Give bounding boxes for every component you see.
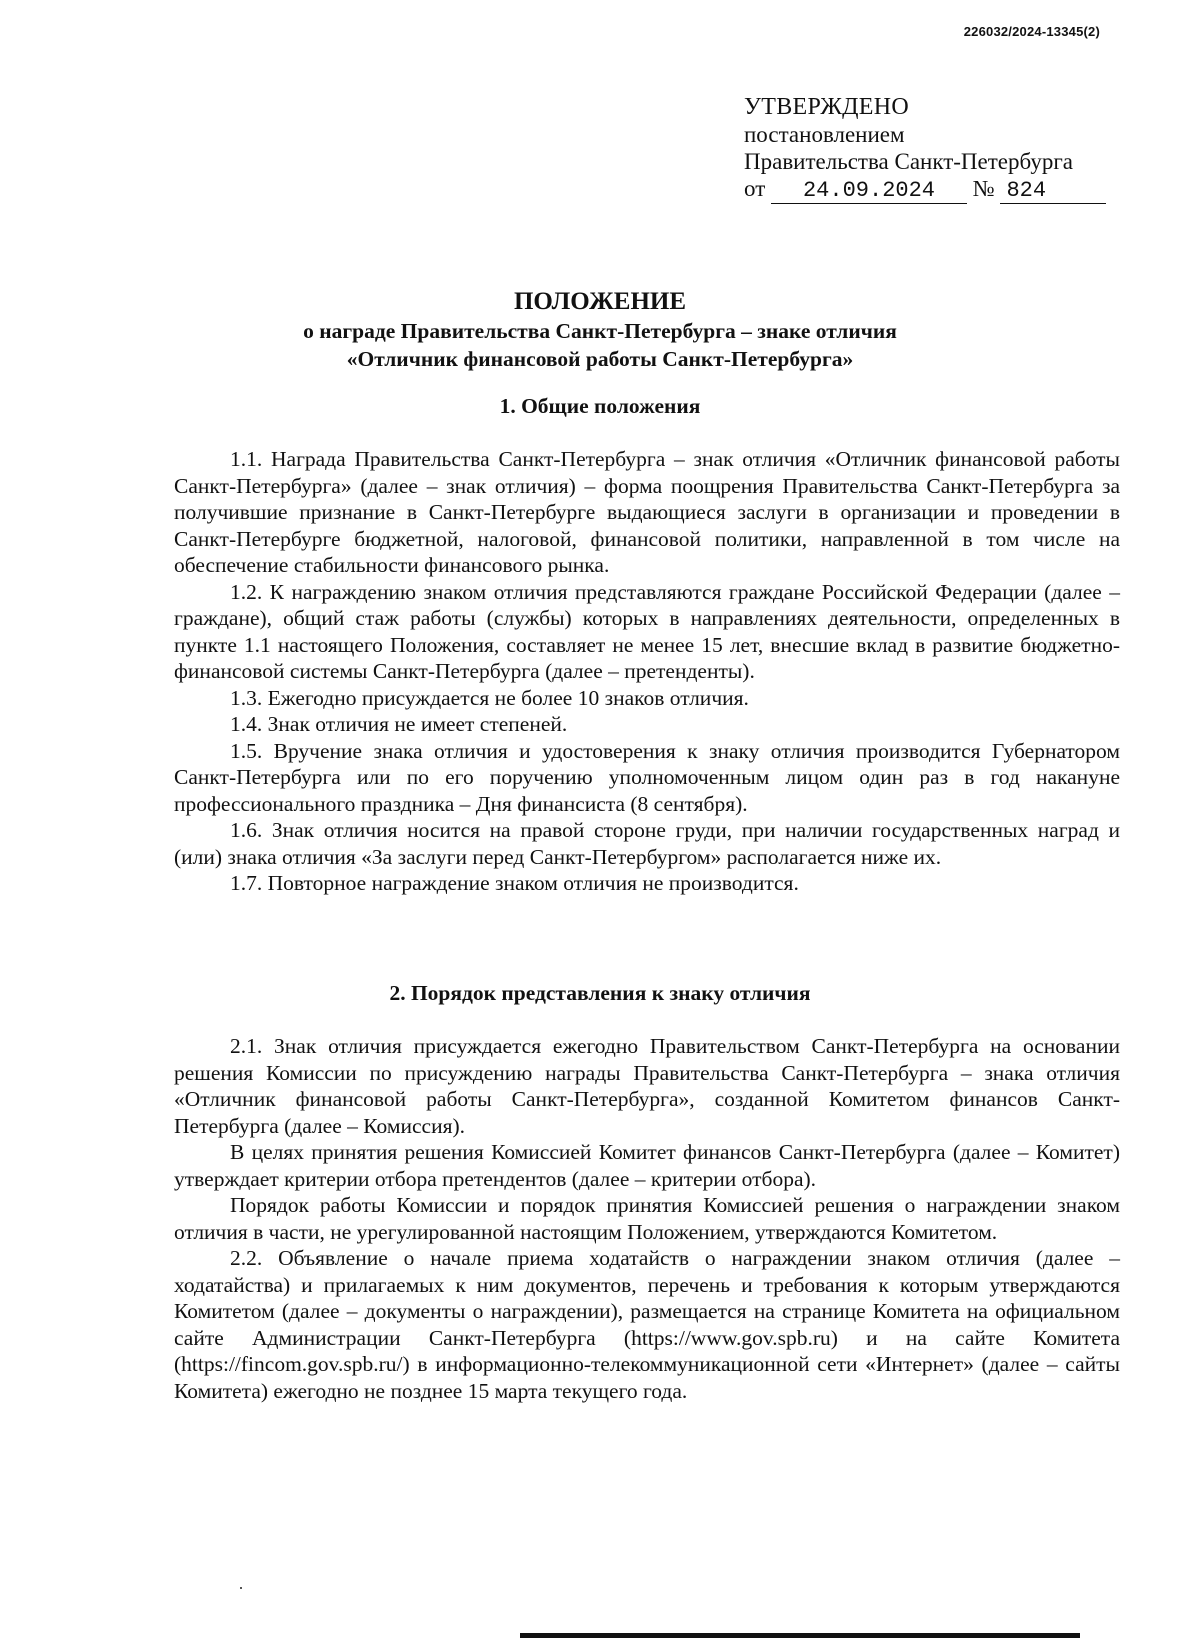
paragraph-1-1: 1.1. Награда Правительства Санкт-Петербурга – знак отличия «Отличник финансовой работы Санкт-Петербурга» (далее – знак отличия) – форма поощрения Правительства Санкт-Петербурга за получившие признание в Санкт-Петербурге выдающиеся заслуги в организации и проведении в Санкт-Петербурге бюджетной, налоговой, финансовой политики, направленной в том числе на обеспечение стабильности финансового рынка.: [174, 447, 1120, 577]
approval-date: 24.09.2024: [771, 179, 967, 204]
paragraph-1-4: 1.4. Знак отличия не имеет степеней.: [230, 712, 568, 736]
approval-number-label: №: [972, 176, 995, 201]
scan-bottom-edge: [520, 1633, 1080, 1638]
approval-line-resolution: постановлением: [744, 122, 905, 147]
paragraph-1-7: 1.7. Повторное награждение знаком отличия не производится.: [230, 871, 799, 895]
approval-date-number-line: [744, 175, 1104, 204]
title-line-1: ПОЛОЖЕНИЕ: [513, 288, 687, 315]
paragraph-2-1: 2.1. Знак отличия присуждается ежегодно Правительством Санкт-Петербурга на основании решения Комиссии по присуждению награды Правительства Санкт-Петербурга – знака отличия «Отличник финансовой работы Санкт-Петербурга», созданной Комитетом финансов Санкт-Петербурга (далее – Комиссия).: [174, 1034, 1120, 1138]
document-title: [150, 287, 1050, 373]
scan-speck: [240, 1587, 242, 1589]
paragraph-2-1-criteria: В целях принятия решения Комиссией Комитет финансов Санкт-Петербурга (далее – Комитет) утверждает критерии отбора претендентов (далее – критерии отбора).: [174, 1140, 1120, 1191]
section-1-body: [174, 446, 1120, 897]
section-2-heading: 2. Порядок представления к знаку отличия: [389, 981, 811, 1005]
approval-number: 824: [1000, 179, 1106, 204]
paragraph-1-6: 1.6. Знак отличия носится на правой стороне груди, при наличии государственных наград и (или) знака отличия «За заслуги перед Санкт-Петербургом» располагается ниже их.: [174, 818, 1120, 869]
title-line-2: о награде Правительства Санкт-Петербурга – знаке отличия: [303, 319, 897, 343]
paragraph-2-2: 2.2. Объявление о начале приема ходатайств о награждении знаком отличия (далее – ходатайства) и прилагаемых к ним документов, перечень и требования к которым утверждаются Комитетом (далее – документы о награждении), размещается на странице Комитета на официальном сайте Администрации Санкт-Петербурга (https://www.gov.spb.ru) и на сайте Комитета (https://fincom.gov.spb.ru/) в информационно-телекоммуникационной сети «Интернет» (далее – сайты Комитета) ежегодно не позднее 15 марта текущего года.: [174, 1246, 1120, 1403]
approval-heading: УТВЕРЖДЕНО: [744, 94, 910, 120]
paragraph-2-1-procedure: Порядок работы Комиссии и порядок принятия Комиссией решения о награждении знаком отличия в части, не урегулированной настоящим Положением, утверждаются Комитетом.: [174, 1193, 1120, 1244]
paragraph-1-2: 1.2. К награждению знаком отличия представляются граждане Российской Федерации (далее – граждане), общий стаж работы (службы) которых в направлениях деятельности, определенных в пункте 1.1 настоящего Положения, составляет не менее 15 лет, внесшие вклад в развитие бюджетно-финансовой системы Санкт-Петербурга (далее – претенденты).: [174, 579, 1120, 683]
title-line-3: «Отличник финансовой работы Санкт-Петербурга»: [346, 347, 854, 371]
section-2-body: [174, 1033, 1120, 1404]
paragraph-1-3: 1.3. Ежегодно присуждается не более 10 знаков отличия.: [230, 685, 749, 710]
approval-stamp: [744, 94, 1104, 204]
document-registration-number: 226032/2024-13345(2): [963, 24, 1100, 39]
approval-from-label: от: [744, 176, 766, 201]
approval-line-government: Правительства Санкт-Петербурга: [744, 149, 1073, 174]
paragraph-1-5: 1.5. Вручение знака отличия и удостоверения к знаку отличия производится Губернатором Санкт-Петербурга или по его поручению уполномоченным лицом один раз в год накануне профессионального праздника – Дня финансиста (8 сентября).: [174, 738, 1120, 816]
section-1-heading: 1. Общие положения: [499, 394, 701, 418]
